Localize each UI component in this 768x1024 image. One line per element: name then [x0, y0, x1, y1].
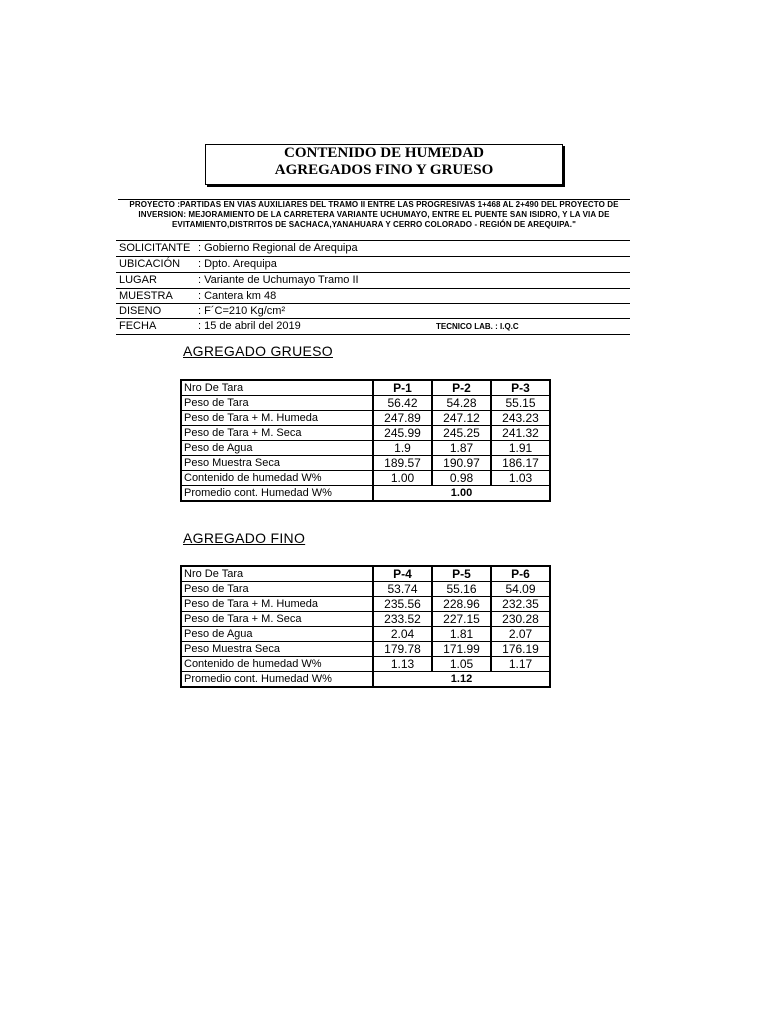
cell-value: 245.99 [373, 426, 432, 441]
cell-value: 227.15 [432, 612, 491, 627]
row-label: Peso Muestra Seca [181, 642, 373, 657]
info-key: SOLICITANTE [119, 242, 191, 254]
table-row [181, 471, 550, 486]
cell-value: 1.87 [432, 441, 491, 456]
cell-value: 247.12 [432, 411, 491, 426]
info-value: : Gobierno Regional de Arequipa [198, 242, 358, 254]
cell-value: 186.17 [491, 456, 550, 471]
project-description: PROYECTO :PARTIDAS EN VIAS AUXILIARES DEL TRAMO II ENTRE LAS PROGRESIVAS 1+468 AL 2+490 DEL PROYECTO DE INVERSION: MEJORAMIENTO DE LA CARRETERA VARIANTE UCHUMAYO, ENTRE EL PUENTE SAN ISIDRO, Y LA VIA DE EVITAMIENTO,DISTRITOS DE SACHACA,YANAHUARA Y CERRO COLORADO - REGIÓN DE AREQUIPA." [118, 199, 630, 240]
table-row [181, 597, 550, 612]
table-row [181, 582, 550, 597]
cell-value: 54.09 [491, 582, 550, 597]
table-row [181, 657, 550, 672]
info-key: UBICACIÓN [119, 258, 181, 270]
table-row [181, 411, 550, 426]
table-grueso [180, 379, 551, 502]
section-title-grueso: AGREGADO GRUESO [183, 343, 333, 359]
row-label: Peso de Agua [181, 627, 373, 642]
cell-value: 230.28 [491, 612, 550, 627]
info-key: FECHA [119, 320, 157, 332]
cell-value: 0.98 [432, 471, 491, 486]
cell-value: 233.52 [373, 612, 432, 627]
cell-value: 1.9 [373, 441, 432, 456]
info-value: : Dpto. Arequipa [198, 258, 277, 270]
title-line-2: AGREGADOS FINO Y GRUESO [274, 162, 494, 178]
cell-value: 55.15 [491, 396, 550, 411]
table-head-label: Nro De Tara [181, 380, 373, 396]
cell-value: 245.25 [432, 426, 491, 441]
title-line-1: CONTENIDO DE HUMEDAD [283, 145, 484, 161]
cell-value: 1.13 [373, 657, 432, 672]
average-row [181, 486, 550, 502]
info-key: LUGAR [119, 274, 157, 286]
average-label: Promedio cont. Humedad W% [181, 672, 373, 688]
column-header: P-1 [373, 380, 432, 396]
info-value: : Variante de Uchumayo Tramo II [198, 274, 359, 286]
row-label: Peso Muestra Seca [181, 456, 373, 471]
info-row-diseno [116, 303, 630, 319]
table-head-label: Nro De Tara [181, 566, 373, 582]
row-label: Peso de Tara [181, 582, 373, 597]
cell-value: 243.23 [491, 411, 550, 426]
cell-value: 56.42 [373, 396, 432, 411]
cell-value: 189.57 [373, 456, 432, 471]
cell-value: 228.96 [432, 597, 491, 612]
average-value: 1.00 [373, 486, 550, 502]
cell-value: 179.78 [373, 642, 432, 657]
cell-value: 1.00 [373, 471, 432, 486]
cell-value: 54.28 [432, 396, 491, 411]
row-label: Peso de Tara + M. Humeda [181, 597, 373, 612]
cell-value: 171.99 [432, 642, 491, 657]
row-label: Contenido de humedad W% [181, 657, 373, 672]
cell-value: 232.35 [491, 597, 550, 612]
cell-value: 2.07 [491, 627, 550, 642]
table-row [181, 426, 550, 441]
table-row [181, 612, 550, 627]
info-row-fecha [116, 318, 630, 335]
tecnico-label: TECNICO LAB. : I.Q.C [436, 322, 519, 331]
cell-value: 55.16 [432, 582, 491, 597]
table-row [181, 456, 550, 471]
average-label: Promedio cont. Humedad W% [181, 486, 373, 502]
table-header-row [181, 380, 550, 396]
table-header-row [181, 566, 550, 582]
table-row [181, 396, 550, 411]
row-label: Peso de Tara + M. Seca [181, 426, 373, 441]
info-value: : F´C=210 Kg/cm² [198, 305, 286, 317]
row-label: Peso de Agua [181, 441, 373, 456]
table-row [181, 627, 550, 642]
info-key: MUESTRA [119, 290, 173, 302]
row-label: Contenido de humedad W% [181, 471, 373, 486]
table-fino [180, 565, 551, 688]
cell-value: 235.56 [373, 597, 432, 612]
info-row-solicitante [116, 240, 630, 256]
info-row-lugar [116, 272, 630, 288]
cell-value: 247.89 [373, 411, 432, 426]
info-row-ubicacion [116, 256, 630, 272]
info-row-muestra [116, 288, 630, 304]
column-header: P-6 [491, 566, 550, 582]
row-label: Peso de Tara + M. Humeda [181, 411, 373, 426]
column-header: P-4 [373, 566, 432, 582]
cell-value: 1.05 [432, 657, 491, 672]
cell-value: 1.91 [491, 441, 550, 456]
column-header: P-2 [432, 380, 491, 396]
cell-value: 1.03 [491, 471, 550, 486]
average-value: 1.12 [373, 672, 550, 688]
document-title-box [205, 144, 563, 185]
info-value: : Cantera km 48 [198, 290, 277, 302]
column-header: P-5 [432, 566, 491, 582]
table-row [181, 441, 550, 456]
cell-value: 241.32 [491, 426, 550, 441]
row-label: Peso de Tara [181, 396, 373, 411]
cell-value: 2.04 [373, 627, 432, 642]
column-header: P-3 [491, 380, 550, 396]
table-row [181, 642, 550, 657]
info-key: DISENO [119, 305, 162, 317]
cell-value: 190.97 [432, 456, 491, 471]
cell-value: 1.81 [432, 627, 491, 642]
section-title-fino: AGREGADO FINO [183, 530, 306, 546]
cell-value: 1.17 [491, 657, 550, 672]
average-row [181, 672, 550, 688]
cell-value: 53.74 [373, 582, 432, 597]
row-label: Peso de Tara + M. Seca [181, 612, 373, 627]
cell-value: 176.19 [491, 642, 550, 657]
info-value: : 15 de abril del 2019 [198, 320, 301, 332]
